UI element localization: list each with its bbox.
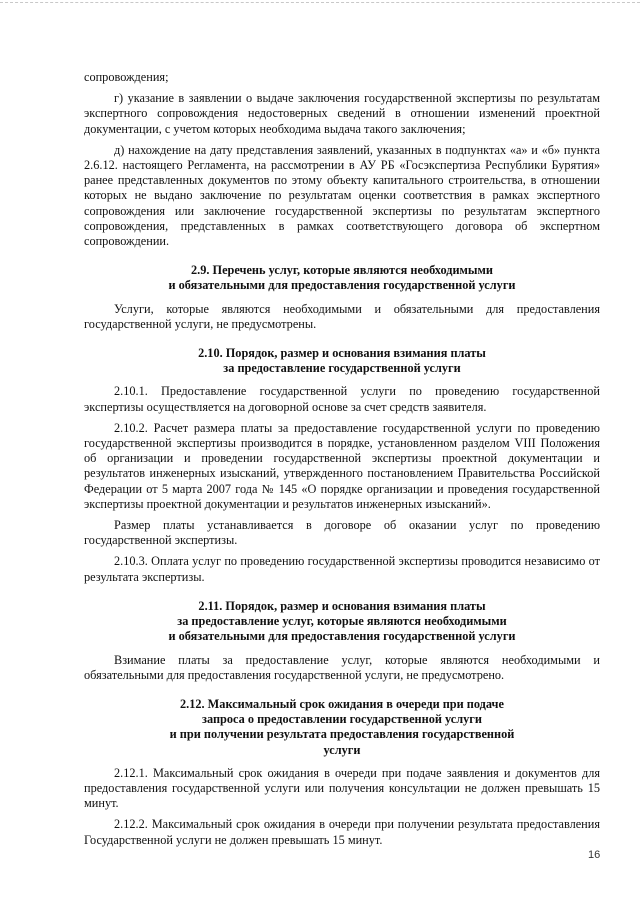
heading-line: и при получении результата предоставления государственной: [169, 727, 515, 742]
section-2-10-paragraph: 2.10.3. Оплата услуг по проведению государственной экспертизы проводится независимо от результата экспертизы.: [84, 554, 600, 584]
document-body: [84, 70, 600, 854]
heading-line: запроса о предоставлении государственной услуги: [202, 712, 482, 727]
section-2-10-paragraph: Размер платы устанавливается в договоре об оказании услуг по проведению государственной экспертизы.: [84, 518, 600, 548]
heading-line: и обязательными для предоставления государственной услуги: [168, 629, 516, 644]
heading-line: 2.12. Максимальный срок ожидания в очереди при подаче: [180, 696, 504, 711]
heading-line: за предоставление услуг, которые являются необходимыми: [177, 614, 507, 629]
scan-artifact-line: [0, 2, 640, 4]
heading-line: 2.9. Перечень услуг, которые являются необходимыми: [191, 263, 493, 278]
heading-line: за предоставление государственной услуги: [223, 361, 461, 376]
section-2-10-paragraph: 2.10.2. Расчет размера платы за предоставление государственной услуги по проведению государственной экспертизы производится в порядке, установленном разделом VIII Положения об организации и проведении государственной экспертизы проектной документации и результатов инженерных изысканий, утвержденного постановлением Правительства Российской Федерации от 5 марта 2007 года № 145 «О порядке организации и проведения государственной экспертизы проектной документации и результатов инженерных изысканий».: [84, 420, 600, 511]
heading-line: 2.10. Порядок, размер и основания взимания платы: [198, 346, 486, 361]
section-2-11-paragraph: Взимание платы за предоставление услуг, которые являются необходимыми и обязательными для предоставления государственной услуги, не предусмотрено.: [84, 652, 600, 682]
heading-line: 2.11. Порядок, размер и основания взимания платы: [198, 598, 486, 613]
section-2-10-paragraph: 2.10.1. Предоставление государственной услуги по проведению государственной экспертизы осуществляется на договорной основе за счет средств заявителя.: [84, 384, 600, 414]
paragraph-top-1: г) указание в заявлении о выдаче заключения государственной экспертизы по результатам экспертного сопровождения недостоверных сведений в отношении изменений проектной документации, с учетом которых необходима выдача такого заключения;: [84, 91, 600, 136]
section-2-12-heading: [84, 697, 600, 758]
section-2-9-paragraph: Услуги, которые являются необходимыми и обязательными для предоставления государственной услуги, не предусмотрены.: [84, 301, 600, 331]
section-2-11-heading: [84, 599, 600, 645]
paragraph-top-2: д) нахождение на дату представления заявлений, указанных в подпунктах «а» и «б» пункта 2.6.12. настоящего Регламента, на рассмотрении в АУ РБ «Госэкспертиза Республики Бурятия» ранее представленных документов по этому объекту капитального строительства, в отношении которых не выдано заключение по результатам оценки соответствия в рамках экспертного сопровождения или заключение государственной экспертизы по результатам экспертного сопровождения, представленных в рамках соответствующего договора об экспертном сопровождении.: [84, 142, 600, 249]
page-number: 16: [588, 849, 601, 861]
section-2-12-paragraph: 2.12.2. Максимальный срок ожидания в очереди при получении результата предоставления Государственной услуги не должен превышать 15 минут.: [84, 817, 600, 847]
heading-line: и обязательными для предоставления государственной услуги: [168, 278, 516, 293]
section-2-12-paragraph: 2.12.1. Максимальный срок ожидания в очереди при подаче заявления и документов для предоставления государственной услуги или получения консультации не должен превышать 15 минут.: [84, 765, 600, 811]
heading-line: услуги: [323, 742, 361, 757]
section-2-10-heading: [84, 346, 600, 376]
paragraph-top-0: сопровождения;: [84, 70, 169, 84]
section-2-9-heading: [84, 263, 600, 293]
